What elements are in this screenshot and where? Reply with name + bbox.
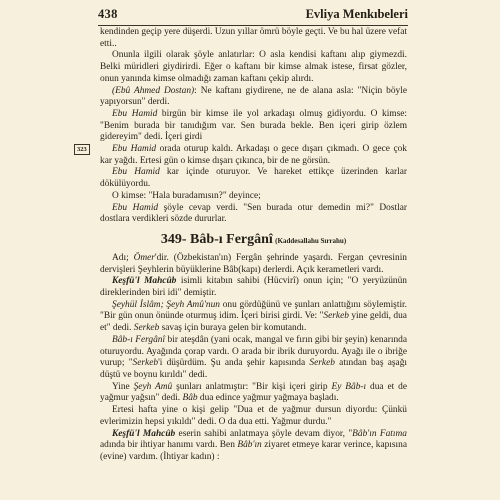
section-heading [100,232,407,249]
heading-title: 349- Bâb-ı Fergânî [160,231,273,247]
name-ref: Ebu Hamid [112,202,159,213]
margin-reference: 323 [74,144,90,155]
paragraph: Şeyhül İslâm; Şeyh Amû'nun onu gördüğünü ve şunları anlattığını söylemiştir. "Bir gün onun önünde oturmuş idim. İçeri birisi girdi. Ve: "Serkeb yine geldi, dua et" dedi. Serkeb savaş için buraya gelen bir komutandı. [100,299,407,334]
page-number: 438 [98,7,118,21]
heading-subtitle: (Kaddesallahu Sırrahu) [275,236,347,245]
paragraph: Keşfü'l Mahcûb isimli kitabın sahibi (Hücvirî) onun için; "O yeryüzünün direklerinden biri idi" demiştir. [100,276,407,299]
paragraph: Ebu Hamid birgün bir kimse ile yol arkadaşı olmuş gidiyordu. O kimse: "Benim burada bir tanıdığım var. Sen burada bekle. Ben içeri girip özlem gidereyim" dedi. İçeri girdi [100,108,407,143]
name-ref: (Ebû Ahmed Dostan) [112,85,195,96]
page-header [98,4,408,26]
book-title: Keşfü'l Mahcûb [112,428,176,439]
paragraph: O kimse: "Hala buradamısın?" deyince; [112,190,261,201]
running-title: Evliya Menkıbeleri [305,7,408,21]
paragraph: Ebu Hamid şöyle cevap verdi. "Sen burada otur demedin mi?" Dostlar dostlara verdikleri sözde dururlar. [100,202,407,225]
name-ref: Ebu Hamid [112,144,157,155]
book-title: Keşfü'l Mahcûb [112,276,177,287]
paragraph: Ebu Hamid orada oturup kaldı. Arkadaşı o gece dışarı çıkmadı. O gece çok kar yağdı. Ertesi gün o kimse dışarı çıkınca, bir de ne görsün. [100,144,407,166]
page-body [100,27,407,500]
paragraph: Ebu Hamid kar içinde oturuyor. Ve hareket ettikçe üzerinden karlar dökülüyordu. [100,167,407,190]
paragraph: Onunla ilgili olarak şöyle anlatırlar: O asla kendisi kaftanı alıp giymezdi. Belki müridleri giydirirdi. Eğer o kaftanı bir kimse almak istese, firsat gözler, onun yanında kimse olmadığı zaman kaftanı çekip alırdı. [100,50,407,84]
paragraph: Ertesi hafta yine o kişi gelip "Dua et de yağmur dursun diyordu: Çünkü evlerimizin hepsi yıkıldı" dedi. O da dua etti. Yağmur durdu." [100,405,407,427]
paragraph: kendinden geçip yere düşerdi. Uzun yıllar ömrü böyle geçti. Ve bu hal üzere vefat etti.. [100,27,407,49]
paragraph: Bâb-ı Fergânî bir ateşdân (yani ocak, mangal ve fırın gibi bir şeyin) kenarında oturuyordu. Ayağında çorap vardı. O arada bir ibrik duruyordu. Ayağı ile o ibriğe vurup; "Serkeb'i düşürdüm. Şu anda şehir kapısında Serkeb atından baş aşağı düştü ve boynu kırıldı" dedi. [100,334,407,380]
paragraph: Yine Şeyh Amû şunları anlatmıştır: "Bir kişi içeri girip Ey Bâb-ı dua et de yağmur yağsın" dedi. Bâb dua edince yağmur yağmaya başladı. [100,381,407,404]
paragraph: (Ebû Ahmed Dostan): Ne kaftanı giydirene, ne de alana asla: "Niçin böyle yapıyorsun" derdi. [100,85,407,108]
name-ref: Ebu Hamid [112,167,160,178]
paragraph: Keşfü'l Mahcûb eserin sahibi anlatmaya şöyle devam diyor, "Bâb'ın Fatıma adında bir ihtiyar hanımı vardı. Ben Bâb'ın ziyaret etmeye karar verince, kapısına (evine) vardım. (İhtiyar kadın) : [100,428,407,462]
name-ref: Ebu Hamid [112,108,158,119]
paragraph: Adı; Ömer'dir. (Özbekistan'ın) Fergân şehrinde yaşardı. Fergan çevresinin dervişleri Şeyhlerin büyüklerine Bâb(kapı) derlerdi. Açık kerametleri vardı. [100,252,407,275]
